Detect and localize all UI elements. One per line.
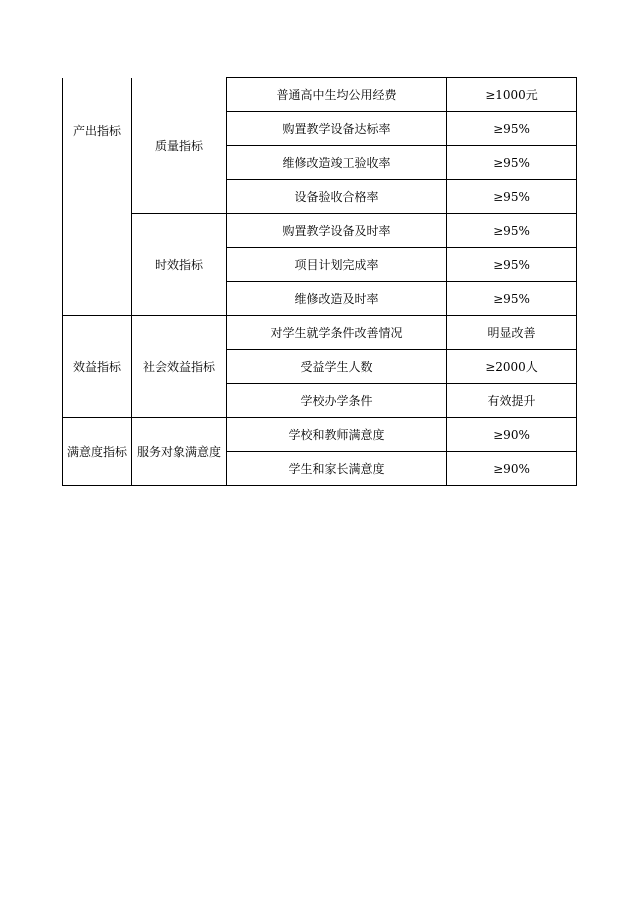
indicator-name-cell: 设备验收合格率 (227, 180, 447, 214)
indicator-name-cell: 购置教学设备达标率 (227, 112, 447, 146)
level2-indicator-cell: 服务对象满意度 (132, 418, 227, 486)
indicator-target-cell: ≥95% (447, 248, 577, 282)
indicator-target-cell: ≥95% (447, 146, 577, 180)
indicator-name-cell: 学生和家长满意度 (227, 452, 447, 486)
indicator-name-cell: 购置教学设备及时率 (227, 214, 447, 248)
table-row (63, 316, 577, 350)
level2-indicator-cell: 质量指标 (132, 78, 227, 214)
table-row (63, 78, 577, 112)
indicator-target-cell: ≥2000人 (447, 350, 577, 384)
level2-indicator-cell: 社会效益指标 (132, 316, 227, 418)
indicator-name-cell: 普通高中生均公用经费 (227, 78, 447, 112)
indicator-name-cell: 维修改造竣工验收率 (227, 146, 447, 180)
indicator-name-cell: 项目计划完成率 (227, 248, 447, 282)
table-row (63, 214, 577, 248)
indicator-name-cell: 学校办学条件 (227, 384, 447, 418)
indicator-name-cell: 对学生就学条件改善情况 (227, 316, 447, 350)
level1-indicator-label: 产出指标 (72, 123, 121, 138)
indicator-name-cell: 维修改造及时率 (227, 282, 447, 316)
level1-indicator-cell: 效益指标 (63, 316, 132, 418)
indicator-target-cell: ≥90% (447, 452, 577, 486)
performance-indicator-table (62, 77, 577, 486)
indicator-target-cell: ≥95% (447, 214, 577, 248)
level1-indicator-cell (63, 78, 132, 316)
indicator-target-cell: ≥95% (447, 112, 577, 146)
table-row (63, 418, 577, 452)
level2-indicator-cell: 时效指标 (132, 214, 227, 316)
indicator-target-cell: 明显改善 (447, 316, 577, 350)
indicator-target-cell: ≥1000元 (447, 78, 577, 112)
indicator-name-cell: 受益学生人数 (227, 350, 447, 384)
indicator-target-cell: ≥95% (447, 282, 577, 316)
indicator-target-cell: ≥90% (447, 418, 577, 452)
indicator-name-cell: 学校和教师满意度 (227, 418, 447, 452)
indicator-target-cell: 有效提升 (447, 384, 577, 418)
level1-indicator-cell: 满意度指标 (63, 418, 132, 486)
indicator-target-cell: ≥95% (447, 180, 577, 214)
